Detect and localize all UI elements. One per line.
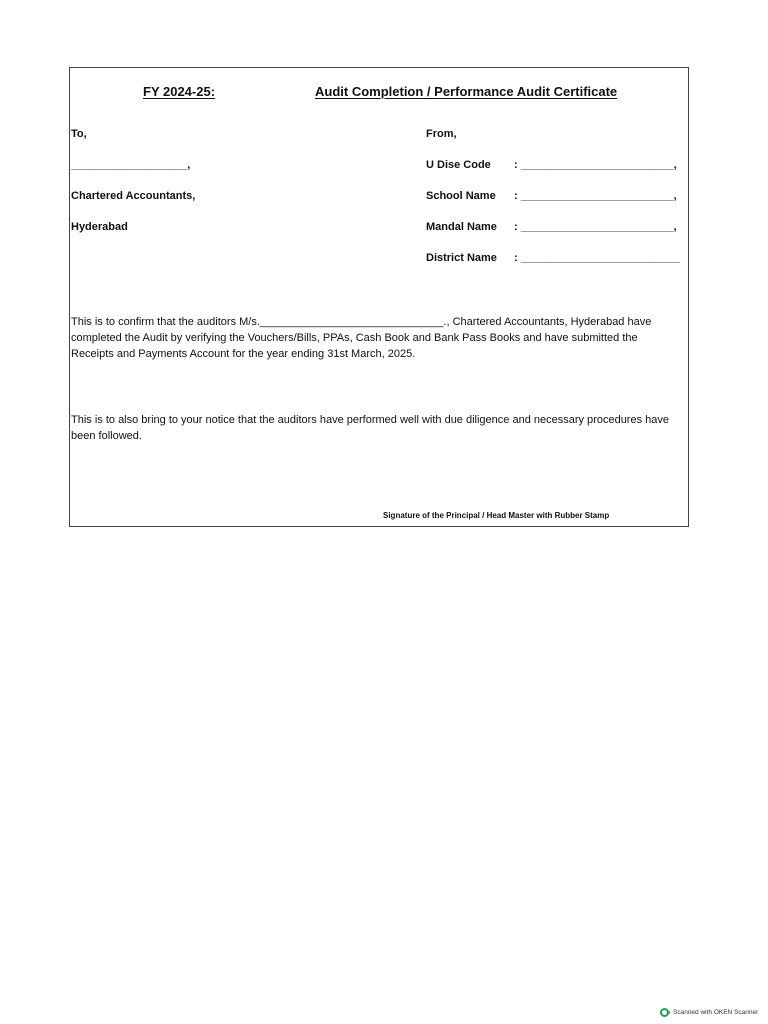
udise-code-field: : _________________________, <box>514 159 677 171</box>
mandal-name-field: : _________________________, <box>514 221 677 233</box>
scanner-logo-icon <box>660 1008 669 1017</box>
confirmation-paragraph: This is to confirm that the auditors M/s.______________________________., Chartered Accountants, Hyderabad have completed the Audit by verifying the Vouchers/Bills, PPAs, Cash Book and Bank Pass Books and have submitted the Receipts and Payments Account for the year ending 31st March, 2025. <box>71 316 652 360</box>
mandal-name-label: Mandal Name <box>426 221 497 233</box>
addressee-firm: Chartered Accountants, <box>71 190 196 202</box>
school-name-label: School Name <box>426 190 496 202</box>
scanner-text: Scanned with OKEN Scanner <box>673 1009 759 1016</box>
signature-caption: Signature of the Principal / Head Master with Rubber Stamp <box>383 511 610 520</box>
district-name-field: : __________________________ <box>514 252 680 264</box>
udise-code-label: U Dise Code <box>426 159 491 171</box>
addressee-city: Hyderabad <box>71 221 128 233</box>
fiscal-year-heading: FY 2024-25: <box>143 84 216 99</box>
district-name-label: District Name <box>426 252 497 264</box>
notice-paragraph: This is to also bring to your notice that the auditors have performed well with due diligence and necessary procedures have been followed. <box>71 414 670 442</box>
scanner-watermark <box>660 1008 758 1017</box>
certificate-title: Audit Completion / Performance Audit Certificate <box>315 84 618 99</box>
certificate-box <box>69 67 689 527</box>
school-name-field: : _________________________, <box>514 190 677 202</box>
to-label: To, <box>71 128 87 140</box>
from-label: From, <box>426 128 457 140</box>
addressee-blank: ___________________, <box>71 159 191 171</box>
